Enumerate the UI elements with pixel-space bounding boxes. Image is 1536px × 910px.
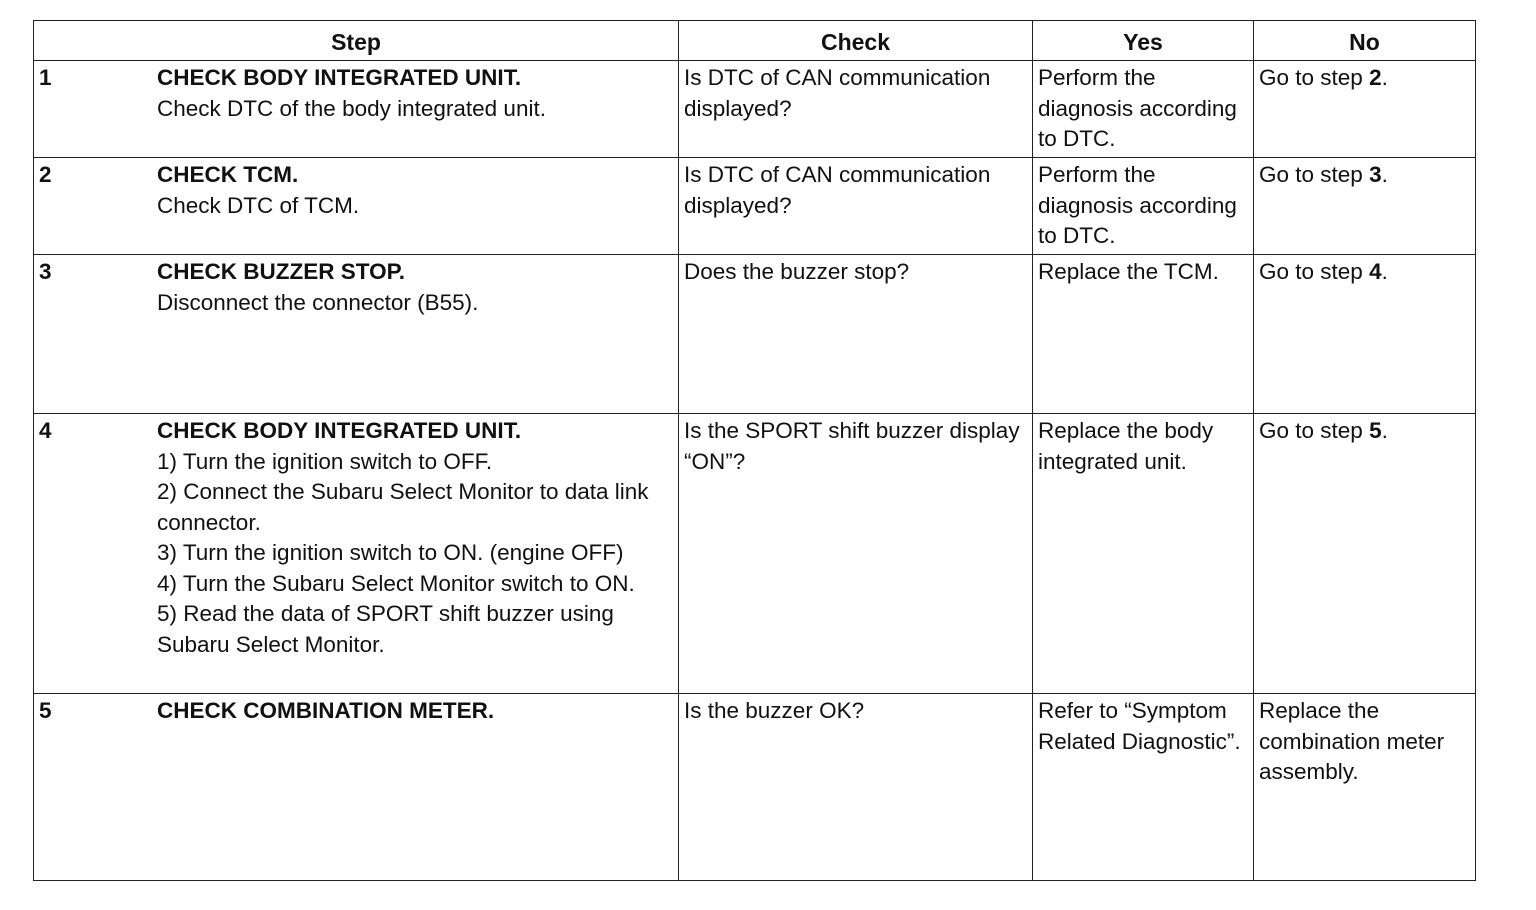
no-cell <box>1254 61 1476 158</box>
table-body <box>34 61 1476 881</box>
step-instruction: Check DTC of the body integrated unit. <box>157 95 546 121</box>
yes-cell: Perform the diagnosis according to DTC. <box>1033 61 1254 158</box>
check-cell: Is the SPORT shift buzzer display “ON”? <box>679 414 1033 694</box>
no-text: Go to step <box>1259 418 1370 443</box>
step-title: CHECK BODY INTEGRATED UNIT. <box>157 65 522 90</box>
no-step-number: 5 <box>1369 418 1382 443</box>
table-row <box>34 414 1476 694</box>
yes-cell: Perform the diagnosis according to DTC. <box>1033 158 1254 255</box>
check-cell: Is DTC of CAN communication displayed? <box>679 61 1033 158</box>
no-suffix: . <box>1381 259 1388 284</box>
step-instruction: 1) Turn the ignition switch to OFF. <box>157 448 493 474</box>
no-cell <box>1254 694 1476 881</box>
header-row <box>34 21 1476 61</box>
step-number: 5 <box>39 698 52 723</box>
header-step: Step <box>34 21 679 61</box>
step-title: CHECK COMBINATION METER. <box>157 698 495 723</box>
step-instruction: Check DTC of TCM. <box>157 192 360 218</box>
step-cell <box>34 255 679 414</box>
check-cell: Is the buzzer OK? <box>679 694 1033 881</box>
step-instruction: 2) Connect the Subaru Select Monitor to data link connector. <box>157 479 649 535</box>
step-number: 1 <box>39 65 52 90</box>
no-suffix: . <box>1381 162 1388 187</box>
step-instruction: 4) Turn the Subaru Select Monitor switch to ON. <box>157 570 635 596</box>
no-text: Go to step <box>1259 162 1370 187</box>
no-text: Go to step <box>1259 65 1370 90</box>
step-instruction: 5) Read the data of SPORT shift buzzer using Subaru Select Monitor. <box>157 601 614 657</box>
no-step-number: 3 <box>1369 162 1382 187</box>
step-number: 4 <box>39 418 52 443</box>
no-text: Go to step <box>1259 259 1370 284</box>
no-step-number: 4 <box>1369 259 1382 284</box>
no-cell <box>1254 414 1476 694</box>
step-title: CHECK TCM. <box>157 162 299 187</box>
check-cell: Is DTC of CAN communication displayed? <box>679 158 1033 255</box>
yes-cell: Replace the body integrated unit. <box>1033 414 1254 694</box>
no-cell <box>1254 255 1476 414</box>
step-title: CHECK BODY INTEGRATED UNIT. <box>157 418 522 443</box>
header-no: No <box>1254 21 1476 61</box>
step-number: 2 <box>39 162 52 187</box>
step-number: 3 <box>39 259 52 284</box>
no-suffix: . <box>1381 65 1388 90</box>
yes-cell: Refer to “Symptom Related Diagnostic”. <box>1033 694 1254 881</box>
step-instruction: Disconnect the connector (B55). <box>157 289 479 315</box>
header-check: Check <box>679 21 1033 61</box>
table-row <box>34 61 1476 158</box>
check-cell: Does the buzzer stop? <box>679 255 1033 414</box>
no-cell <box>1254 158 1476 255</box>
step-cell <box>34 414 679 694</box>
step-cell <box>34 61 679 158</box>
yes-cell: Replace the TCM. <box>1033 255 1254 414</box>
header-yes: Yes <box>1033 21 1254 61</box>
step-title: CHECK BUZZER STOP. <box>157 259 405 284</box>
step-cell <box>34 158 679 255</box>
no-suffix: . <box>1381 418 1388 443</box>
table-row <box>34 694 1476 881</box>
step-instruction: 3) Turn the ignition switch to ON. (engine OFF) <box>157 540 624 565</box>
no-text: Replace the combination meter assembly. <box>1259 698 1445 784</box>
no-step-number: 2 <box>1369 65 1382 90</box>
step-cell <box>34 694 679 881</box>
table-row <box>34 255 1476 414</box>
diagnostic-table <box>33 20 1476 881</box>
table-row <box>34 158 1476 255</box>
